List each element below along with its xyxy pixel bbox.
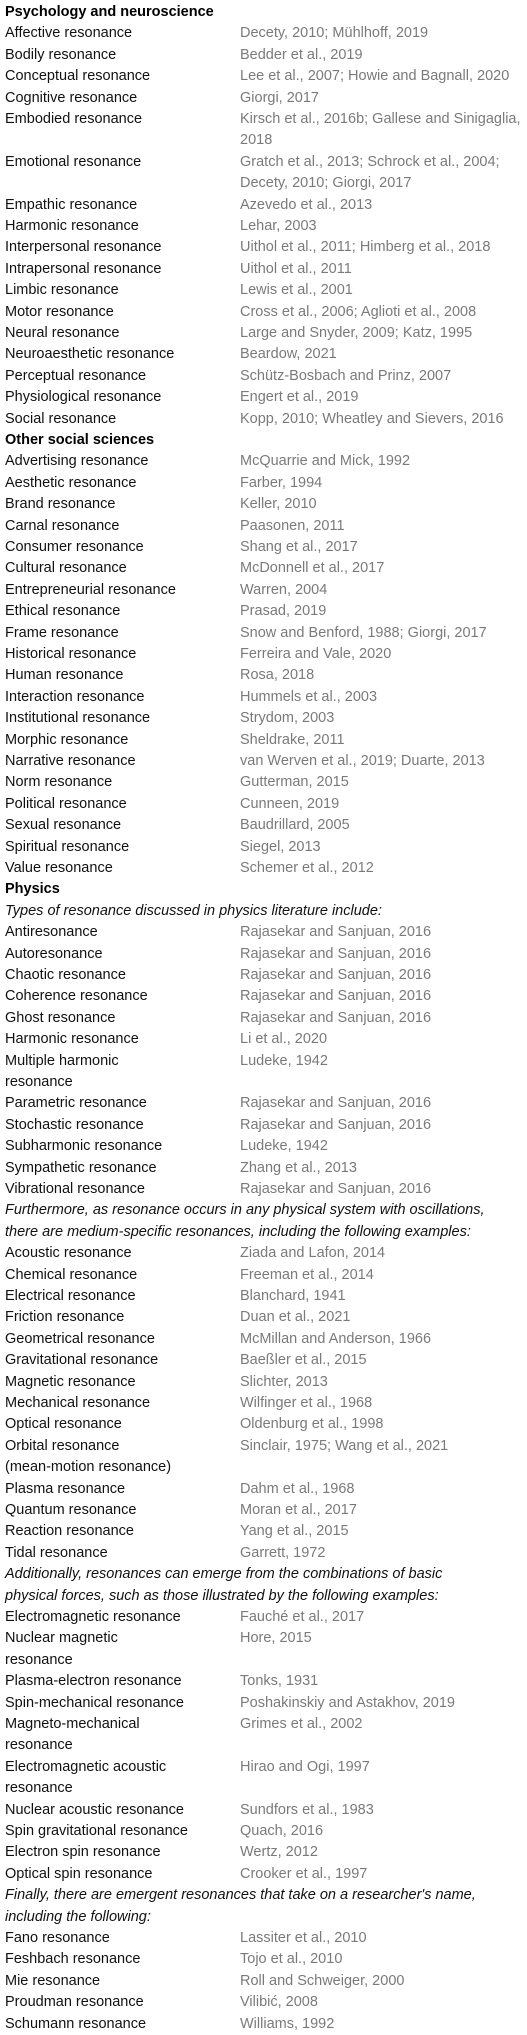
reference: Beardow, 2021 xyxy=(240,346,337,363)
reference: Duan et al., 2021 xyxy=(240,1309,351,1326)
resonance-term: Harmonic resonance xyxy=(5,218,139,234)
resonance-term: Historical resonance xyxy=(5,646,137,662)
resonance-term-continued: resonance xyxy=(5,1780,73,1797)
reference: Sundfors et al., 1983 xyxy=(240,1801,374,1818)
reference: Lassiter et al., 2010 xyxy=(240,1930,367,1946)
resonance-term: Perceptual resonance xyxy=(5,367,147,384)
resonance-term: Autoresonance xyxy=(5,945,103,962)
resonance-term: Fano resonance xyxy=(5,1930,110,1946)
reference: Rajasekar and Sanjuan, 2016 xyxy=(240,1095,432,1112)
resonance-term: Interpersonal resonance xyxy=(5,239,162,256)
reference: Ziada and Lafon, 2014 xyxy=(240,1245,386,1262)
reference: Lehar, 2003 xyxy=(240,218,317,234)
resonance-term: Feshbach resonance xyxy=(5,1951,141,1968)
reference: Decety, 2010; Giorgi, 2017 xyxy=(240,175,412,192)
resonance-term: Nuclear magnetic xyxy=(5,1630,118,1647)
resonance-term: Mie resonance xyxy=(5,1972,101,1989)
section-title: Psychology and neuroscience xyxy=(5,4,214,20)
resonance-term: Plasma-electron resonance xyxy=(5,1673,182,1690)
reference: Sinclair, 1975; Wang et al., 2021 xyxy=(240,1437,449,1454)
reference: Roll and Schweiger, 2000 xyxy=(240,1972,405,1989)
reference: Tojo et al., 2010 xyxy=(240,1951,343,1968)
reference: Decety, 2010; Mühlhoff, 2019 xyxy=(240,25,429,42)
reference: Baeßler et al., 2015 xyxy=(240,1352,367,1369)
resonance-term: Ethical resonance xyxy=(5,603,121,620)
resonance-term: Chemical resonance xyxy=(5,1266,138,1283)
reference: Zhang et al., 2013 xyxy=(240,1159,357,1176)
reference: Ludeke, 1942 xyxy=(240,1138,328,1155)
resonance-term: Social resonance xyxy=(5,410,117,427)
reference: Warren, 2004 xyxy=(240,581,328,598)
resonance-term: Interaction resonance xyxy=(5,688,145,705)
resonance-term: Electromagnetic acoustic xyxy=(5,1758,167,1775)
reference: Hummels et al., 2003 xyxy=(240,688,378,705)
reference: Farber, 1994 xyxy=(240,474,323,491)
reference: Uithol et al., 2011; Himberg et al., 2018 xyxy=(240,239,491,256)
reference: van Werven et al., 2019; Duarte, 2013 xyxy=(240,753,485,769)
resonance-term: Limbic resonance xyxy=(5,282,119,299)
resonance-term: Magneto-mechanical xyxy=(5,1716,140,1732)
resonance-term: Orbital resonance xyxy=(5,1437,120,1454)
reference: Quach, 2016 xyxy=(240,1823,324,1839)
reference: Uithol et al., 2011 xyxy=(240,260,352,277)
resonance-term-continued: (mean-motion resonance) xyxy=(5,1459,172,1476)
resonance-term: Electromagnetic resonance xyxy=(5,1609,181,1625)
reference: Rajasekar and Sanjuan, 2016 xyxy=(240,945,432,962)
resonance-term: Electrical resonance xyxy=(5,1288,136,1304)
reference: Yang et al., 2015 xyxy=(240,1523,349,1540)
resonance-term: Chaotic resonance xyxy=(5,967,126,983)
reference: Rajasekar and Sanjuan, 2016 xyxy=(240,967,432,983)
resonance-term: Spiritual resonance xyxy=(5,838,130,855)
resonance-term: Antiresonance xyxy=(5,924,98,941)
reference: Li et al., 2020 xyxy=(240,1031,328,1048)
reference: 2018 xyxy=(240,132,273,149)
resonance-term: Spin gravitational resonance xyxy=(5,1823,188,1839)
note-line: including the following: xyxy=(5,1908,151,1925)
note-line: physical forces, such as those illustrated by the following examples: xyxy=(5,1587,439,1604)
reference: Kirsch et al., 2016b; Gallese and Sinigaglia, xyxy=(240,111,521,127)
reference: Dahm et al., 1968 xyxy=(240,1480,355,1497)
resonance-term: Aesthetic resonance xyxy=(5,474,137,491)
reference: Baudrillard, 2005 xyxy=(240,817,350,834)
resonance-term: Neural resonance xyxy=(5,325,120,341)
reference: Moran et al., 2017 xyxy=(240,1502,357,1518)
reference: Hirao and Ogi, 1997 xyxy=(240,1758,370,1775)
reference: Azevedo et al., 2013 xyxy=(240,196,373,213)
reference: Schemer et al., 2012 xyxy=(240,860,374,876)
resonance-term: Plasma resonance xyxy=(5,1480,126,1497)
resonance-term: Reaction resonance xyxy=(5,1523,134,1540)
resonance-term: Frame resonance xyxy=(5,624,119,641)
reference: Rajasekar and Sanjuan, 2016 xyxy=(240,1009,432,1026)
resonance-term: Quantum resonance xyxy=(5,1502,137,1518)
resonance-term: Empathic resonance xyxy=(5,196,138,213)
reference: Tonks, 1931 xyxy=(240,1673,319,1690)
resonance-term: Political resonance xyxy=(5,795,127,812)
reference: Prasad, 2019 xyxy=(240,603,327,620)
resonance-term: Consumer resonance xyxy=(5,539,144,555)
resonance-term: Subharmonic resonance xyxy=(5,1138,163,1155)
resonance-term: Affective resonance xyxy=(5,25,133,42)
resonance-term: Ghost resonance xyxy=(5,1009,116,1026)
reference: Giorgi, 2017 xyxy=(240,89,319,106)
reference: Rosa, 2018 xyxy=(240,667,315,684)
resonance-term: Cognitive resonance xyxy=(5,89,138,106)
reference: Blanchard, 1941 xyxy=(240,1288,346,1304)
section-title: Other social sciences xyxy=(5,432,155,448)
reference: Ludeke, 1942 xyxy=(240,1052,328,1069)
reference: Garrett, 1972 xyxy=(240,1544,326,1561)
reference: Bedder et al., 2019 xyxy=(240,46,363,63)
reference: Gratch et al., 2013; Schrock et al., 2004; xyxy=(240,153,500,170)
reference: Vilibić, 2008 xyxy=(240,1994,318,2011)
resonance-term: Multiple harmonic xyxy=(5,1052,119,1069)
resonance-term: Proudman resonance xyxy=(5,1994,144,2011)
reference: Williams, 1992 xyxy=(240,2015,335,2032)
resonance-term: Vibrational resonance xyxy=(5,1181,145,1197)
resonance-term-continued: resonance xyxy=(5,1737,73,1754)
resonance-term: Entrepreneurial resonance xyxy=(5,581,176,598)
reference: McDonnell et al., 2017 xyxy=(240,560,385,577)
resonance-term: Bodily resonance xyxy=(5,46,117,63)
reference: Strydom, 2003 xyxy=(240,710,335,727)
resonance-term: Human resonance xyxy=(5,667,124,684)
reference: Large and Snyder, 2009; Katz, 1995 xyxy=(240,325,473,341)
reference: Wertz, 2012 xyxy=(240,1844,318,1861)
resonance-term: Harmonic resonance xyxy=(5,1031,139,1048)
reference: Hore, 2015 xyxy=(240,1630,312,1647)
resonance-term-continued: resonance xyxy=(5,1073,73,1090)
resonance-term: Mechanical resonance xyxy=(5,1395,151,1411)
reference: Engert et al., 2019 xyxy=(240,389,359,406)
reference: Cross et al., 2006; Aglioti et al., 2008 xyxy=(240,303,477,320)
resonance-term: Friction resonance xyxy=(5,1309,125,1326)
resonance-term: Cultural resonance xyxy=(5,560,127,577)
resonance-term: Optical spin resonance xyxy=(5,1865,153,1882)
resonance-term: Neuroaesthetic resonance xyxy=(5,346,175,363)
resonance-term: Stochastic resonance xyxy=(5,1116,144,1133)
reference: Paasonen, 2011 xyxy=(240,517,345,534)
resonance-term: Embodied resonance xyxy=(5,111,143,127)
resonance-term: Narrative resonance xyxy=(5,753,136,769)
reference: Rajasekar and Sanjuan, 2016 xyxy=(240,988,432,1005)
reference: Schütz-Bosbach and Prinz, 2007 xyxy=(240,367,452,384)
reference: Rajasekar and Sanjuan, 2016 xyxy=(240,1116,432,1133)
resonance-term: Tidal resonance xyxy=(5,1544,108,1561)
resonance-term: Magnetic resonance xyxy=(5,1373,136,1390)
resonance-term-continued: resonance xyxy=(5,1651,73,1668)
reference: Wilfinger et al., 1968 xyxy=(240,1395,373,1411)
resonance-term: Electron spin resonance xyxy=(5,1844,161,1861)
reference: McMillan and Anderson, 1966 xyxy=(240,1330,432,1347)
note-line: Furthermore, as resonance occurs in any physical system with oscillations, xyxy=(5,1202,485,1219)
resonance-term: Coherence resonance xyxy=(5,988,148,1005)
resonance-term: Optical resonance xyxy=(5,1416,122,1433)
resonance-term: Carnal resonance xyxy=(5,517,120,534)
reference: McQuarrie and Mick, 1992 xyxy=(240,453,411,470)
resonance-term: Geometrical resonance xyxy=(5,1330,155,1347)
resonance-term: Norm resonance xyxy=(5,774,113,791)
note-line: Finally, there are emergent resonances that take on a researcher's name, xyxy=(5,1887,476,1904)
reference: Gutterman, 2015 xyxy=(240,774,349,791)
note-line: there are medium-specific resonances, including the following examples: xyxy=(5,1223,471,1240)
reference: Ferreira and Vale, 2020 xyxy=(240,646,392,662)
resonance-term: Conceptual resonance xyxy=(5,68,151,85)
reference: Rajasekar and Sanjuan, 2016 xyxy=(240,1181,432,1197)
resonance-term: Motor resonance xyxy=(5,303,114,320)
resonance-term: Brand resonance xyxy=(5,496,116,513)
resonance-term: Nuclear acoustic resonance xyxy=(5,1801,184,1818)
reference: Crooker et al., 1997 xyxy=(240,1865,368,1882)
reference: Cunneen, 2019 xyxy=(240,795,340,812)
resonance-term: Advertising resonance xyxy=(5,453,149,470)
reference: Fauché et al., 2017 xyxy=(240,1609,365,1625)
reference: Slichter, 2013 xyxy=(240,1373,328,1390)
resonance-term: Sympathetic resonance xyxy=(5,1159,157,1176)
resonance-term: Intrapersonal resonance xyxy=(5,260,162,277)
reference: Poshakinskiy and Astakhov, 2019 xyxy=(240,1694,455,1711)
reference: Rajasekar and Sanjuan, 2016 xyxy=(240,924,432,941)
resonance-term: Spin-mechanical resonance xyxy=(5,1694,184,1711)
reference: Siegel, 2013 xyxy=(240,838,321,855)
reference: Freeman et al., 2014 xyxy=(240,1266,374,1283)
section-title: Physics xyxy=(5,881,60,898)
resonance-term: Physiological resonance xyxy=(5,389,162,406)
resonance-term: Gravitational resonance xyxy=(5,1352,159,1369)
reference: Lee et al., 2007; Howie and Bagnall, 2020 xyxy=(240,68,510,85)
note-line: Additionally, resonances can emerge from the combinations of basic xyxy=(5,1566,443,1583)
reference: Snow and Benford, 1988; Giorgi, 2017 xyxy=(240,624,487,641)
reference: Kopp, 2010; Wheatley and Sievers, 2016 xyxy=(240,410,504,427)
reference: Sheldrake, 2011 xyxy=(240,731,345,748)
reference: Lewis et al., 2001 xyxy=(240,282,353,299)
resonance-term: Institutional resonance xyxy=(5,710,151,727)
resonance-term: Emotional resonance xyxy=(5,153,142,170)
reference: Grimes et al., 2002 xyxy=(240,1716,363,1732)
resonance-term: Parametric resonance xyxy=(5,1095,147,1112)
reference: Shang et al., 2017 xyxy=(240,539,358,555)
resonance-term: Morphic resonance xyxy=(5,731,129,748)
resonance-term: Value resonance xyxy=(5,860,113,876)
resonance-term: Schumann resonance xyxy=(5,2015,147,2032)
resonance-term: Sexual resonance xyxy=(5,817,122,834)
note-line: Types of resonance discussed in physics literature include: xyxy=(5,902,382,919)
reference: Keller, 2010 xyxy=(240,496,317,513)
reference: Oldenburg et al., 1998 xyxy=(240,1416,384,1433)
resonance-term: Acoustic resonance xyxy=(5,1245,132,1262)
